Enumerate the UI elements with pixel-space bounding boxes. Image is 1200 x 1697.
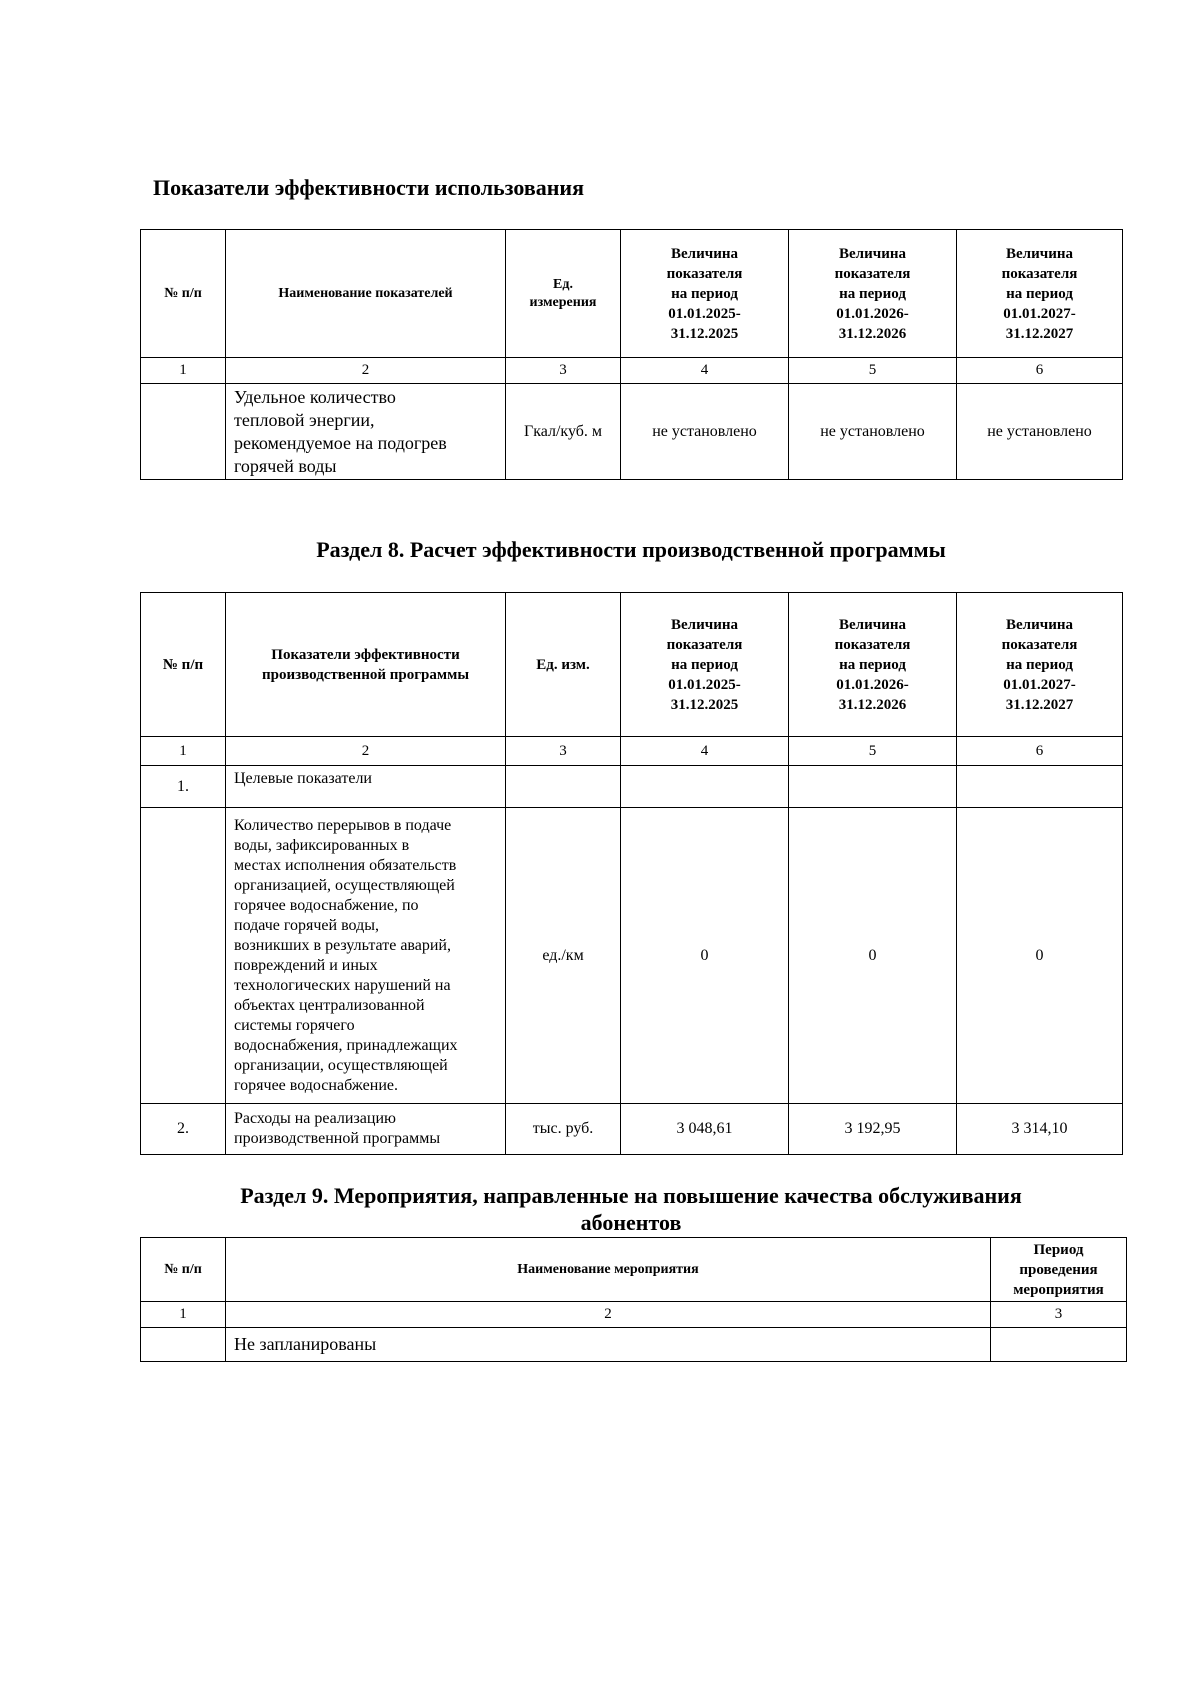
efficiency-usage-table	[140, 229, 1123, 480]
row-value-2026: 0	[789, 808, 957, 1104]
row-name: Не запланированы	[226, 1328, 991, 1362]
row-name: Расходы на реализацию производственной программы	[226, 1104, 506, 1155]
table-row	[141, 766, 1123, 808]
table-row	[141, 808, 1123, 1104]
row-value-2026: 3 192,95	[789, 1104, 957, 1155]
header-unit: Ед. изм.	[506, 593, 621, 737]
row-unit: ед./км	[506, 808, 621, 1104]
row-value-2026: не установлено	[789, 384, 957, 480]
col-number: 1	[141, 1302, 226, 1328]
row-name: Удельное количество тепловой энергии, рекомендуемое на подогрев горячей воды	[226, 384, 506, 480]
header-period-2025: Величина показателя на период 01.01.2025- 31.12.2025	[621, 593, 789, 737]
row-unit: Гкал/куб. м	[506, 384, 621, 480]
row-unit: тыс. руб.	[506, 1104, 621, 1155]
col-number: 6	[957, 358, 1123, 384]
header-num: № п/п	[141, 230, 226, 358]
col-number: 3	[506, 737, 621, 766]
table-row	[141, 1328, 1127, 1362]
row-value-2025	[621, 766, 789, 808]
header-num: № п/п	[141, 1238, 226, 1302]
row-period	[991, 1328, 1127, 1362]
section7-title: Показатели эффективности использования	[153, 175, 584, 200]
header-period: Период проведения мероприятия	[991, 1238, 1127, 1302]
col-number: 4	[621, 358, 789, 384]
col-number: 2	[226, 737, 506, 766]
header-name: Наименование показателей	[226, 230, 506, 358]
header-period-2025: Величина показателя на период 01.01.2025- 31.12.2025	[621, 230, 789, 358]
column-numbers-row	[141, 737, 1123, 766]
col-number: 3	[506, 358, 621, 384]
row-unit	[506, 766, 621, 808]
row-value-2025: 3 048,61	[621, 1104, 789, 1155]
row-num: 2.	[141, 1104, 226, 1155]
column-numbers-row	[141, 1302, 1127, 1328]
row-num	[141, 384, 226, 480]
col-number: 6	[957, 737, 1123, 766]
row-value-2027: 3 314,10	[957, 1104, 1123, 1155]
col-number: 1	[141, 358, 226, 384]
row-num	[141, 808, 226, 1104]
header-name: Показатели эффективности производственной программы	[226, 593, 506, 737]
header-period-2026: Величина показателя на период 01.01.2026- 31.12.2026	[789, 593, 957, 737]
production-efficiency-table	[140, 592, 1123, 1155]
col-number: 2	[226, 358, 506, 384]
row-value-2026	[789, 766, 957, 808]
header-unit: Ед. измерения	[506, 230, 621, 358]
col-number: 1	[141, 737, 226, 766]
table-row	[141, 1104, 1123, 1155]
service-quality-measures-table	[140, 1237, 1127, 1362]
row-num	[141, 1328, 226, 1362]
row-value-2027	[957, 766, 1123, 808]
header-name: Наименование мероприятия	[226, 1238, 991, 1302]
row-name: Количество перерывов в подаче воды, зафиксированных в местах исполнения обязательств организацией, осуществляющей горячее водоснабжение, по подаче горячей воды, возникших в результате аварий, повреждений и иных технологических нарушений на объектах централизованной системы горячего водоснабжения, принадлежащих организации, осуществляющей горячее водоснабжение.	[226, 808, 506, 1104]
row-value-2027: не установлено	[957, 384, 1123, 480]
header-num: № п/п	[141, 593, 226, 737]
row-num: 1.	[141, 766, 226, 808]
section8-title: Раздел 8. Расчет эффективности производственной программы	[316, 537, 946, 562]
col-number: 2	[226, 1302, 991, 1328]
section9-title: Раздел 9. Мероприятия, направленные на повышение качества обслуживания абонентов	[240, 1183, 1022, 1235]
row-value-2025: 0	[621, 808, 789, 1104]
col-number: 4	[621, 737, 789, 766]
column-numbers-row	[141, 358, 1123, 384]
col-number: 3	[991, 1302, 1127, 1328]
row-value-2025: не установлено	[621, 384, 789, 480]
row-name: Целевые показатели	[226, 766, 506, 808]
table-row	[141, 384, 1123, 480]
row-value-2027: 0	[957, 808, 1123, 1104]
header-period-2027: Величина показателя на период 01.01.2027- 31.12.2027	[957, 593, 1123, 737]
header-period-2027: Величина показателя на период 01.01.2027- 31.12.2027	[957, 230, 1123, 358]
col-number: 5	[789, 737, 957, 766]
header-period-2026: Величина показателя на период 01.01.2026- 31.12.2026	[789, 230, 957, 358]
col-number: 5	[789, 358, 957, 384]
